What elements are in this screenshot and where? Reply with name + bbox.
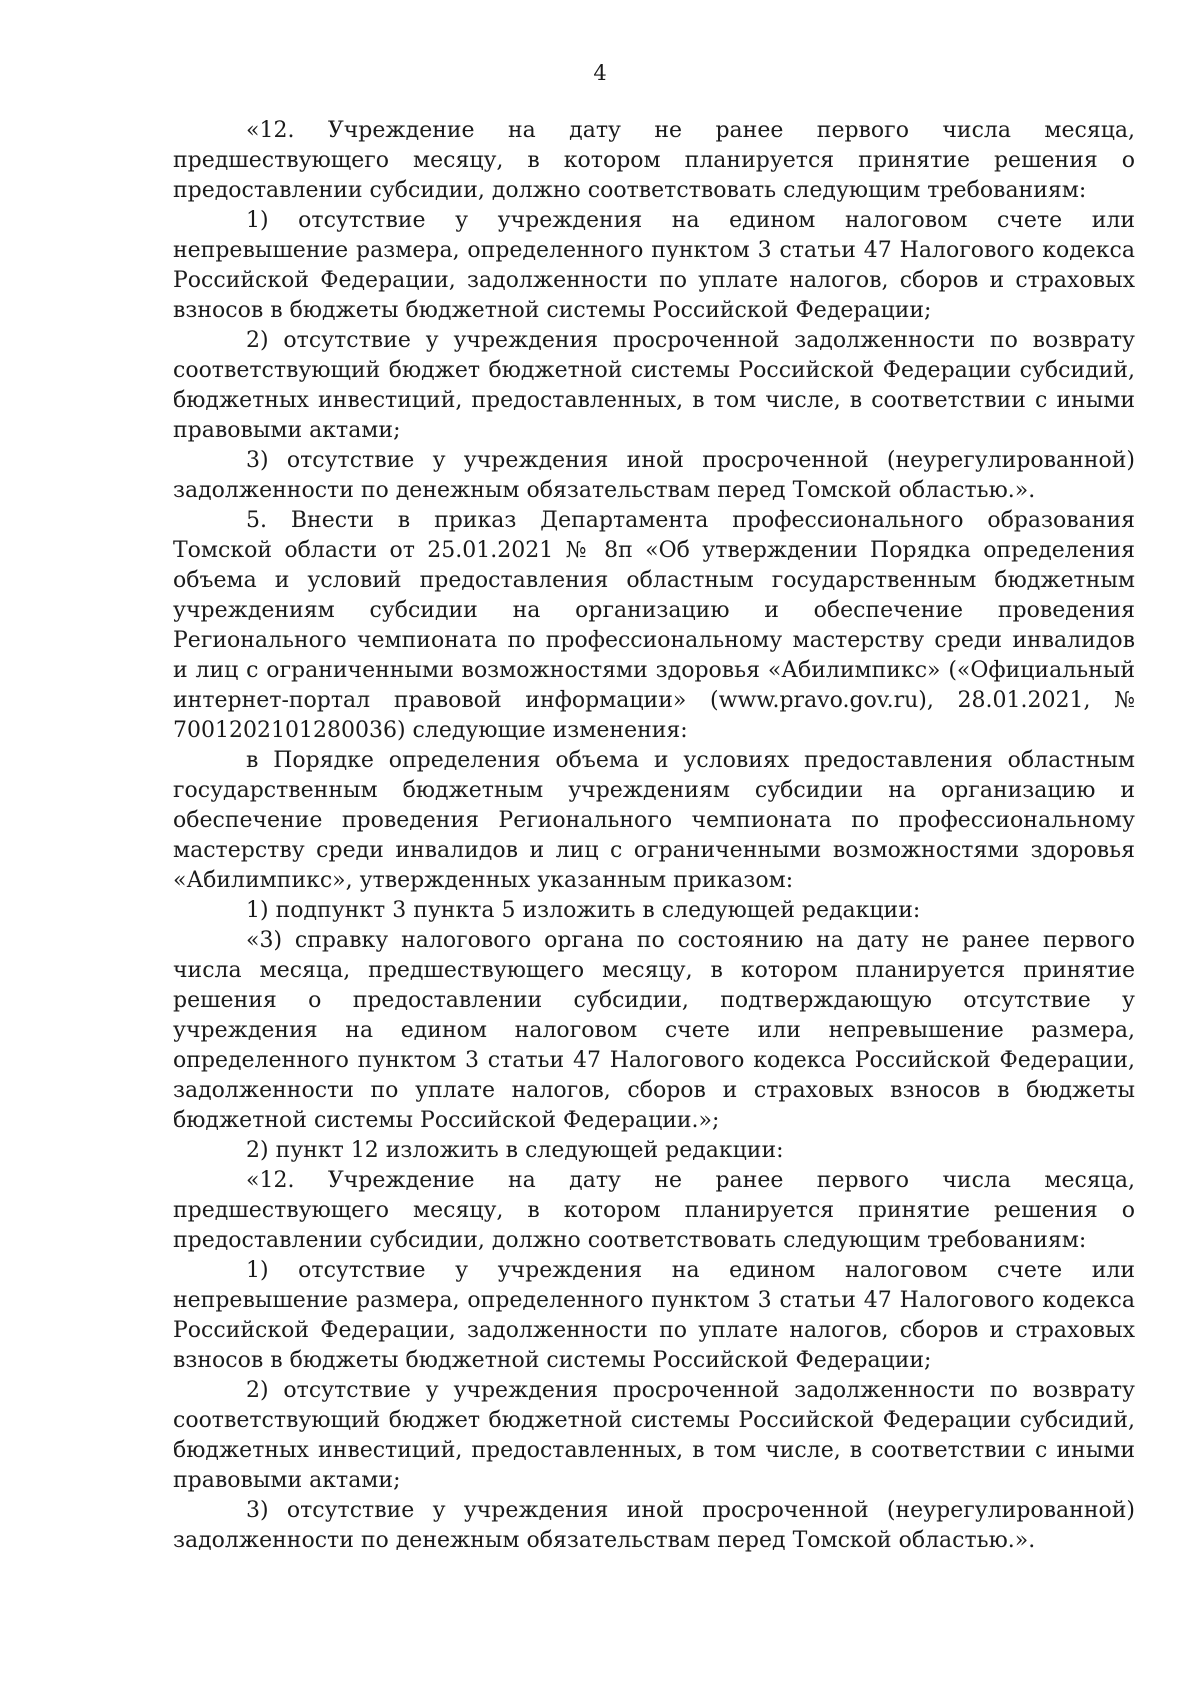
document-body <box>173 116 1135 1556</box>
paragraph-amendment-1: 1) подпункт 3 пункта 5 изложить в следующей редакции: <box>246 898 921 923</box>
paragraph-requirement-2: 2) отсутствие у учреждения просроченной задолженности по возврату соответствующий бюджет бюджетной системы Российской Федерации субсидий, бюджетных инвестиций, предоставленных, в том числе, в соответствии с иными правовыми актами; <box>173 328 1135 443</box>
paragraph-tax-certificate: «3) справку налогового органа по состоянию на дату не ранее первого числа месяца, предшествующего месяцу, в котором планируется принятие решения о предоставлении субсидии, подтверждающую отсутствие у учреждения на едином налоговом счете или непревышение размера, определенного пунктом 3 статьи 47 Налогового кодекса Российской Федерации, задолженности по уплате налогов, сборов и страховых взносов в бюджеты бюджетной системы Российской Федерации.»; <box>173 928 1135 1133</box>
paragraph-requirement-1-repeat: 1) отсутствие у учреждения на едином налоговом счете или непревышение размера, определенного пунктом 3 статьи 47 Налогового кодекса Российской Федерации, задолженности по уплате налогов, сборов и страховых взносов в бюджеты бюджетной системы Российской Федерации; <box>173 1258 1135 1373</box>
page-number: 4 <box>593 61 607 85</box>
paragraph-requirement-3-repeat: 3) отсутствие у учреждения иной просроченной (неурегулированной) задолженности по денежным обязательствам перед Томской областью.». <box>173 1498 1135 1553</box>
paragraph-amendment-2: 2) пункт 12 изложить в следующей редакции: <box>246 1138 784 1163</box>
paragraph-clause-5: 5. Внести в приказ Департамента профессионального образования Томской области от 25.01.2021 № 8п «Об утверждении Порядка определения объема и условий предоставления областным государственным бюджетным учреждениям субсидии на организацию и обеспечение проведения Регионального чемпионата по профессиональному мастерству среди инвалидов и лиц с ограниченными возможностями здоровья «Абилимпикс» («Официальный интернет-портал правовой информации» (www.pravo.gov.ru), 28.01.2021, № 7001202101280036) следующие изменения: <box>173 508 1135 743</box>
paragraph-item-12-intro-repeat: «12. Учреждение на дату не ранее первого числа месяца, предшествующего месяцу, в котором планируется принятие решения о предоставлении субсидии, должно соответствовать следующим требованиям: <box>173 1168 1135 1253</box>
paragraph-requirement-1: 1) отсутствие у учреждения на едином налоговом счете или непревышение размера, определенного пунктом 3 статьи 47 Налогового кодекса Российской Федерации, задолженности по уплате налогов, сборов и страховых взносов в бюджеты бюджетной системы Российской Федерации; <box>173 208 1135 323</box>
paragraph-requirement-3: 3) отсутствие у учреждения иной просроченной (неурегулированной) задолженности по денежным обязательствам перед Томской областью.». <box>173 448 1135 503</box>
paragraph-item-12-intro: «12. Учреждение на дату не ранее первого числа месяца, предшествующего месяцу, в котором планируется принятие решения о предоставлении субсидии, должно соответствовать следующим требованиям: <box>173 118 1135 203</box>
paragraph-requirement-2-repeat: 2) отсутствие у учреждения просроченной задолженности по возврату соответствующий бюджет бюджетной системы Российской Федерации субсидий, бюджетных инвестиций, предоставленных, в том числе, в соответствии с иными правовыми актами; <box>173 1378 1135 1493</box>
paragraph-procedure-intro: в Порядке определения объема и условиях предоставления областным государственным бюджетным учреждениям субсидии на организацию и обеспечение проведения Регионального чемпионата по профессиональному мастерству среди инвалидов и лиц с ограниченными возможностями здоровья «Абилимпикс», утвержденных указанным приказом: <box>173 748 1135 893</box>
